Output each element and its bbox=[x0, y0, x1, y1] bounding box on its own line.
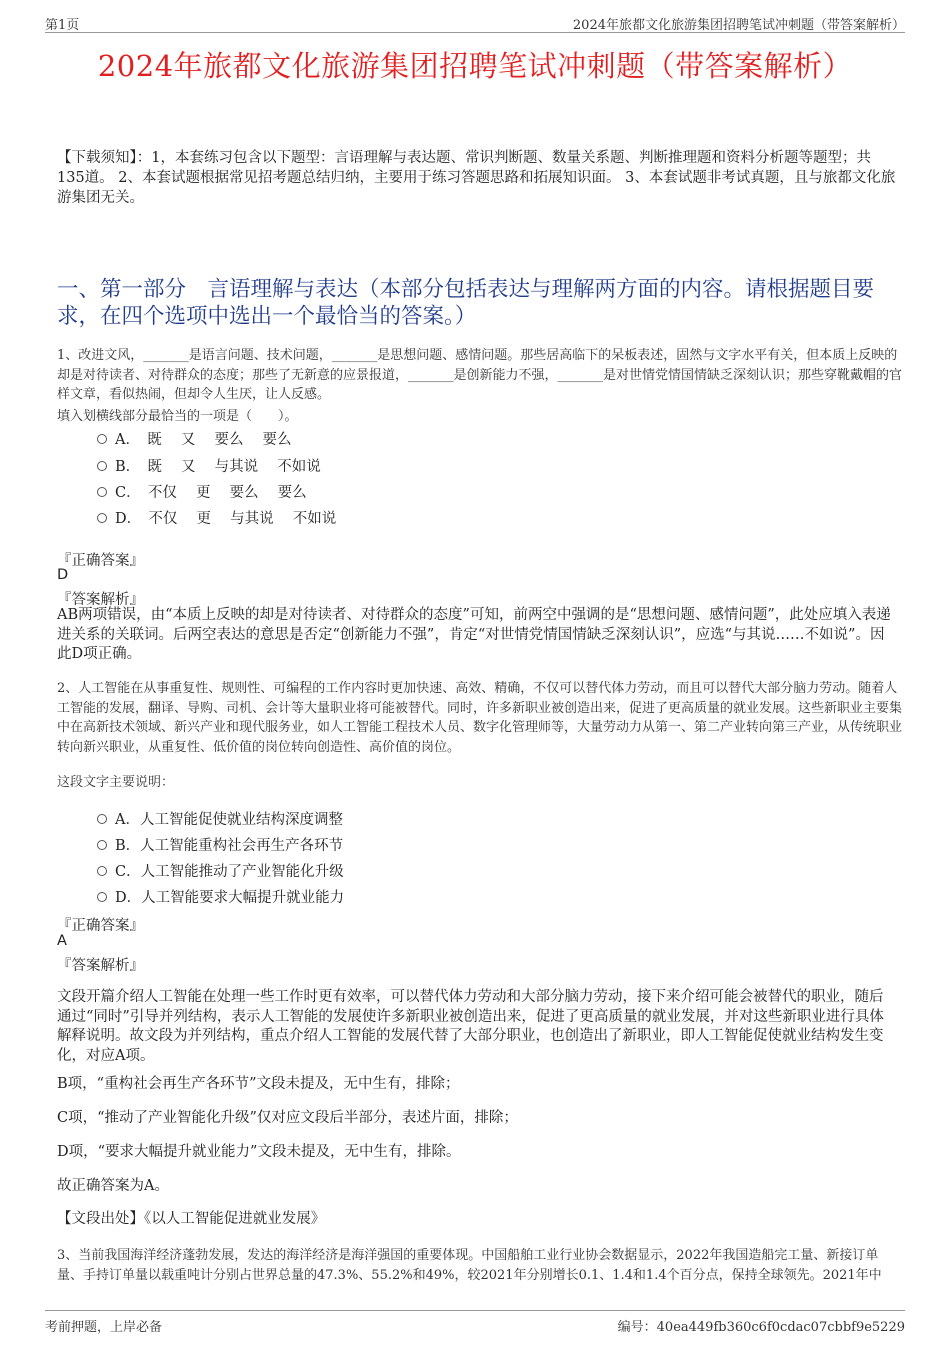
radio-icon[interactable] bbox=[97, 892, 107, 902]
notice-label: 【下载须知】 bbox=[57, 150, 137, 166]
document-title: 2024年旅都文化旅游集团招聘笔试冲刺题（带答案解析） bbox=[97, 49, 853, 83]
page-number: 第1页 bbox=[45, 18, 80, 33]
q3-stem: 3、当前我国海洋经济蓬勃发展，发达的海洋经济是海洋强国的重要体现。中国船舶工业行业协会数据显示，2022年我国造船完工量、新接订单量、手持订单量以载重吨计分别占世界总量的47.3%、55.2%和49%，较2021年分别增长0.1、1.4和1.4个百分点，保持全球领先。2021年中 bbox=[57, 1248, 882, 1283]
document-id: 编号：40ea449fb360c6f0cdac07cbbf9e5229 bbox=[617, 1320, 905, 1335]
q1-option-c[interactable]: C． 不仅 更 要么 要么 bbox=[97, 481, 307, 502]
q2-prompt: 这段文字主要说明： bbox=[57, 775, 175, 790]
footer-divider bbox=[45, 1310, 905, 1311]
radio-icon[interactable] bbox=[97, 461, 107, 471]
radio-icon[interactable] bbox=[97, 434, 107, 444]
radio-icon[interactable] bbox=[97, 814, 107, 824]
q1-option-a[interactable]: A． 既 又 要么 要么 bbox=[97, 428, 292, 449]
q2-analysis-c: C项，“推动了产业智能化升级”仅对应文段后半部分，表述片面，排除； bbox=[57, 1110, 518, 1126]
q2-option-a[interactable]: A．人工智能促使就业结构深度调整 bbox=[97, 808, 343, 829]
q2-analysis-main: 文段开篇介绍人工智能在处理一些工作时更有效率，可以替代体力劳动和大部分脑力劳动，接下来介绍可能会被替代的职业，随后通过“同时”引导并列结构，表示人工智能的发展使许多新职业被创造出来，促进了更高质量的就业发展，并对这些新职业进行具体解释说明。故文段为并列结构，重点介绍人工智能的发展代替了大部分职业，也创造出了新职业，即人工智能促使就业结构发生变化，对应A项。 bbox=[57, 989, 884, 1064]
q1-answer: D bbox=[57, 567, 69, 583]
radio-icon[interactable] bbox=[97, 866, 107, 876]
q2-options bbox=[97, 808, 497, 918]
q2-option-d[interactable]: D．人工智能要求大幅提升就业能力 bbox=[97, 886, 344, 907]
notice-text: ：1，本套练习包含以下题型：言语理解与表达题、常识判断题、数量关系题、判断推理题和资料分析题等题型；共135道。 2、本套试题根据常见招考题总结归纳，主要用于练习答题思路和拓展知识面。 3、本套试题非考试真题，且与旅都文化旅游集团无关。 bbox=[57, 150, 896, 206]
q1-prompt: 填入划横线部分最恰当的一项是（ ）。 bbox=[57, 409, 298, 424]
q2-answer: A bbox=[57, 933, 67, 949]
q2-source: 【文段出处】《以人工智能促进就业发展》 bbox=[57, 1211, 326, 1227]
q2-analysis-label: 『答案解析』 bbox=[57, 958, 144, 974]
q2-option-b[interactable]: B．人工智能重构社会再生产各环节 bbox=[97, 834, 343, 855]
section-title: 一、第一部分 言语理解与表达（本部分包括表达与理解两方面的内容。请根据题目要求，在四个选项中选出一个最恰当的答案。） bbox=[57, 277, 875, 329]
radio-icon[interactable] bbox=[97, 487, 107, 497]
download-notice bbox=[57, 148, 897, 208]
q2-analysis-d: D项，“要求大幅提升就业能力”文段未提及，无中生有，排除。 bbox=[57, 1144, 461, 1160]
q2-analysis-b: B项，“重构社会再生产各环节”文段未提及，无中生有，排除； bbox=[57, 1076, 460, 1092]
q2-stem: 2、人工智能在从事重复性、规则性、可编程的工作内容时更加快速、高效、精确，不仅可以替代体力劳动，而且可以替代大部分脑力劳动。随着人工智能的发展，翻译、导购、司机、会计等大量职业将可能被替代。同时，许多新职业被创造出来，促进了更高质量的就业发展。这些新职业主要集中在高新技术领域、新兴产业和现代服务业，如人工智能工程技术人员、数字化管理师等，大量劳动力从第一、第二产业转向第三产业，从传统职业转向新兴职业，从重复性、低价值的岗位转向创造性、高价值的岗位。 bbox=[57, 681, 903, 755]
footer-slogan: 考前押题，上岸必备 bbox=[45, 1320, 163, 1335]
q1-options bbox=[97, 428, 497, 538]
q2-answer-label: 『正确答案』 bbox=[57, 918, 144, 934]
header-divider bbox=[45, 32, 905, 33]
q1-stem: 1、改进文风，_______是语言问题、技术问题，_______是思想问题、感情问题。那些居高临下的呆板表述，固然与文字水平有关，但本质上反映的却是对待读者、对待群众的态度；那些了无新意的应景报道，_______是创新能力不强，_______是对世情党情国情缺乏深刻认识；那些穿靴戴帽的官样文章，看似热闹，但却令人生厌，让人反感。 bbox=[57, 348, 903, 402]
q1-option-d[interactable]: D． 不仅 更 与其说 不如说 bbox=[97, 507, 336, 528]
q1-answer-label: 『正确答案』 bbox=[57, 553, 144, 569]
q2-conclusion: 故正确答案为A。 bbox=[57, 1178, 169, 1194]
radio-icon[interactable] bbox=[97, 840, 107, 850]
q1-option-b[interactable]: B． 既 又 与其说 不如说 bbox=[97, 455, 321, 476]
running-header: 2024年旅都文化旅游集团招聘笔试冲刺题（带答案解析） bbox=[572, 18, 905, 33]
q1-analysis: AB两项错误，由“本质上反映的却是对待读者、对待群众的态度”可知，前两空中强调的是“思想问题、感情问题”，此处应填入表递进关系的关联词。后两空表达的意思是否定“创新能力不强”，肯定“对世情党情国情缺乏深刻认识”，应选“与其说……不如说”。因此D项正确。 bbox=[57, 607, 891, 662]
radio-icon[interactable] bbox=[97, 513, 107, 523]
q2-option-c[interactable]: C．人工智能推动了产业智能化升级 bbox=[97, 860, 344, 881]
q1-analysis-label: 『答案解析』 bbox=[57, 592, 144, 608]
